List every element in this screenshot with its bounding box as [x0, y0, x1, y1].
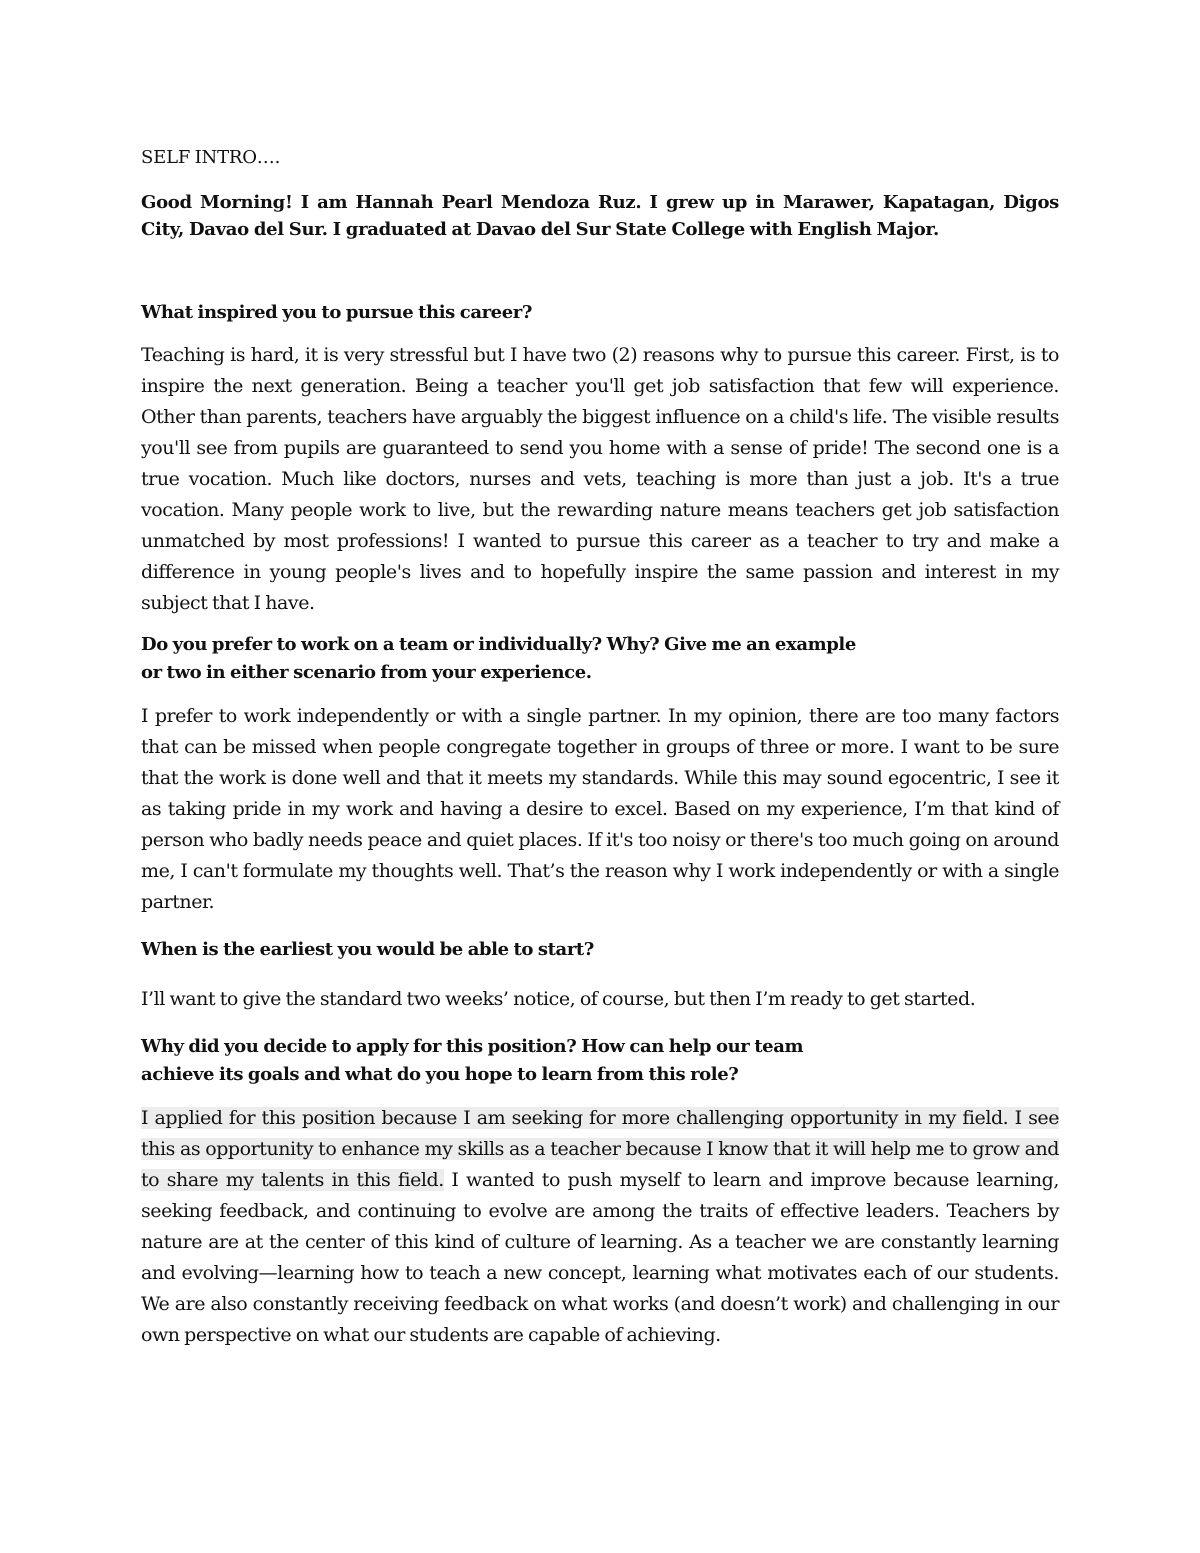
answer-career-inspiration: Teaching is hard, it is very stressful but I have two (2) reasons why to pursue this career. First, is to inspire the next generation. Being a teacher you'll get job satisfaction that few will experience. Other than parents, teachers have arguably the biggest influence on a child's life. The visible results you'll see from pupils are guaranteed to send you home with a sense of pride! The second one is a true vocation. Much like doctors, nurses and vets, teaching is more than just a job. It's a true vocation. Many people work to live, but the rewarding nature means teachers get job satisfaction unmatched by most professions! I wanted to pursue this career as a teacher to try and make a difference in young people's lives and to hopefully inspire the same passion and interest in my subject that I have. — [141, 344, 1059, 614]
question-team-or-individual — [141, 631, 941, 687]
question-earliest-start: When is the earliest you would be able to start? — [141, 939, 594, 960]
question-team-line-1: Do you prefer to work on a team or individually? Why? Give me an example — [141, 634, 856, 655]
answer-team-or-individual: I prefer to work independently or with a single partner. In my opinion, there are too many factors that can be missed when people congregate together in groups of three or more. I want to be sure that the work is done well and that it meets my standards. While this may sound egocentric, I see it as taking pride in my work and having a desire to excel. Based on my experience, I’m that kind of person who badly needs peace and quiet places. If it's too noisy or there's too much going on around me, I can't formulate my thoughts well. That’s the reason why I work independently or with a single partner. — [141, 705, 1059, 913]
answer-why-apply-rest: I wanted to push myself to learn and improve because learning, seeking feedback, and continuing to evolve are among the traits of effective leaders. Teachers by nature are at the center of this kind of culture of learning. As a teacher we are constantly learning and evolving—learning how to teach a new concept, learning what motivates each of our students. We are also constantly receiving feedback on what works (and doesn’t work) and challenging in our own perspective on what our students are capable of achieving. — [141, 1169, 1059, 1346]
question-career-inspiration: What inspired you to pursue this career? — [141, 302, 532, 323]
answer-why-apply — [141, 1103, 1059, 1351]
question-why-apply — [141, 1033, 941, 1089]
answer-earliest-start: I’ll want to give the standard two weeks’ notice, of course, but then I’m ready to get started. — [141, 988, 976, 1010]
document-page — [141, 138, 1059, 1351]
highlighted-text: I applied for this position because I am seeking for more challenging opportunity in my field. I see this as opportunity to enhance my skills as a teacher because I know that it will help me to grow and to share my talents in this field. — [141, 1107, 1059, 1191]
intro-paragraph: Good Morning! I am Hannah Pearl Mendoza Ruz. I grew up in Marawer, Kapatagan, Digos City, Davao del Sur. I graduated at Davao del Sur State College with English Major. — [141, 192, 1059, 240]
document-title: SELF INTRO…. — [141, 147, 281, 168]
question-team-line-2: or two in either scenario from your experience. — [141, 662, 592, 683]
question-apply-line-2: achieve its goals and what do you hope to learn from this role? — [141, 1064, 739, 1085]
question-apply-line-1: Why did you decide to apply for this position? How can help our team — [141, 1036, 804, 1057]
